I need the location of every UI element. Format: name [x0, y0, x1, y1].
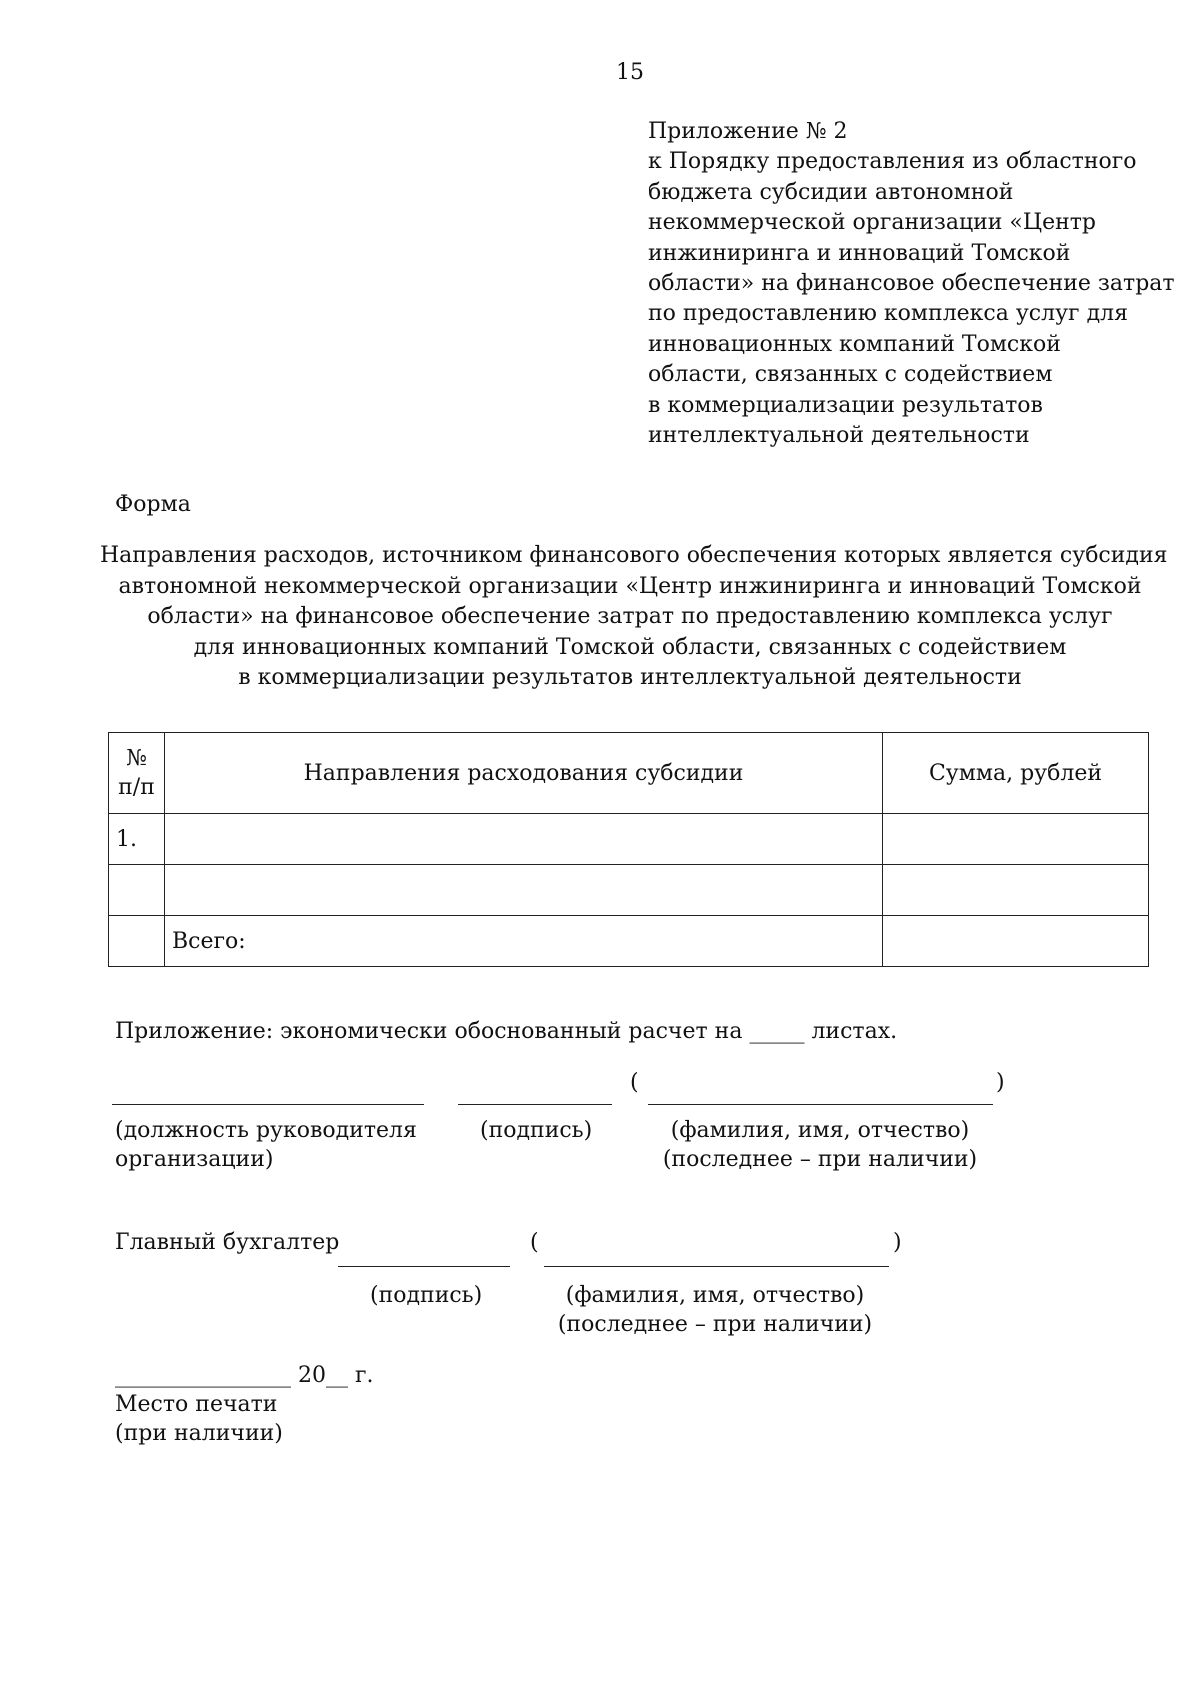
accountant-name-caption-line1: (фамилия, имя, отчество)	[565, 1283, 865, 1308]
heading-line: в коммерциализации результатов интеллектуальной деятельности	[238, 665, 1022, 690]
full-name-line	[648, 1104, 993, 1105]
row-direction	[165, 865, 883, 916]
accountant-name-line	[544, 1266, 889, 1267]
accountant-signature-line	[338, 1266, 510, 1267]
form-label: Форма	[115, 492, 191, 517]
heading-line: для инновационных компаний Томской области, связанных с содействием	[193, 634, 1067, 660]
accountant-signature-caption: (подпись)	[370, 1283, 483, 1308]
document-heading	[100, 541, 1168, 694]
position-caption-line2: организации)	[115, 1147, 274, 1172]
position-caption-line1: (должность руководителя	[115, 1118, 417, 1143]
appendix-line: бюджета субсидии автономной	[648, 179, 1014, 205]
appendix-line: инжиниринга и инноваций Томской	[648, 240, 1071, 266]
page-number: 15	[616, 60, 644, 85]
appendix-line: к Порядку предоставления из областного	[648, 149, 1137, 175]
appendix-line: некоммерческой организации «Центр	[648, 210, 1097, 236]
attachment-prefix: Приложение: экономически обоснованный расчет на	[115, 1019, 743, 1044]
header-number-line1: №	[126, 746, 147, 771]
accountant-name-caption-line2: (последнее – при наличии)	[557, 1312, 873, 1337]
appendix-note	[648, 117, 1188, 451]
appendix-line: в коммерциализации результатов	[648, 392, 1043, 418]
header-amount: Сумма, рублей	[883, 733, 1149, 814]
position-line	[112, 1104, 424, 1105]
attachment-sheets-blank: _____	[749, 1019, 805, 1044]
open-paren: (	[630, 1070, 639, 1095]
appendix-line: области» на финансовое обеспечение затрат	[648, 271, 1175, 297]
row-amount	[883, 814, 1149, 865]
chief-accountant-label: Главный бухгалтер	[115, 1230, 340, 1255]
table-total-row	[109, 916, 1149, 967]
signature-line	[458, 1104, 612, 1105]
accountant-close-paren: )	[893, 1230, 902, 1255]
row-number: 1.	[109, 814, 165, 865]
date-year: 20__ г.	[298, 1363, 374, 1388]
appendix-line: Приложение № 2	[648, 119, 848, 144]
heading-line: автономной некоммерческой организации «Центр инжиниринга и инноваций Томской	[118, 573, 1142, 599]
table-row	[109, 865, 1149, 916]
header-number-line2: п/п	[118, 775, 155, 800]
seal-line2: (при наличии)	[115, 1421, 283, 1446]
signature-caption: (подпись)	[480, 1118, 593, 1143]
header-direction: Направления расходования субсидии	[165, 733, 883, 814]
name-caption	[660, 1116, 980, 1174]
seal-line1: Место печати	[115, 1392, 278, 1417]
accountant-open-paren: (	[530, 1230, 539, 1255]
total-amount	[883, 916, 1149, 967]
appendix-line: интеллектуальной деятельности	[648, 423, 1030, 449]
appendix-line: инновационных компаний Томской	[648, 331, 1061, 357]
row-amount	[883, 865, 1149, 916]
date-line	[115, 1361, 374, 1390]
header-number	[109, 733, 165, 814]
total-number-cell	[109, 916, 165, 967]
seal-note	[115, 1390, 283, 1448]
appendix-line: по предоставлению комплекса услуг для	[648, 301, 1128, 327]
heading-line: области» на финансовое обеспечение затрат по предоставлению комплекса услуг	[147, 604, 1113, 629]
row-direction	[165, 814, 883, 865]
name-caption-line1: (фамилия, имя, отчество)	[670, 1118, 970, 1143]
date-blank: ________________	[115, 1363, 291, 1388]
accountant-name-caption	[555, 1281, 875, 1339]
heading-line: Направления расходов, источником финансового обеспечения которых является субсидия	[100, 543, 1168, 568]
row-number	[109, 865, 165, 916]
appendix-line: области, связанных с содействием	[648, 362, 1053, 388]
name-caption-line2: (последнее – при наличии)	[662, 1147, 978, 1172]
expenses-table	[108, 732, 1149, 967]
attachment-note	[115, 1017, 897, 1046]
close-paren: )	[996, 1070, 1005, 1095]
attachment-suffix: листах.	[811, 1019, 898, 1044]
table-header-row	[109, 733, 1149, 814]
table-row	[109, 814, 1149, 865]
total-label: Всего:	[165, 916, 883, 967]
position-caption	[115, 1116, 417, 1174]
